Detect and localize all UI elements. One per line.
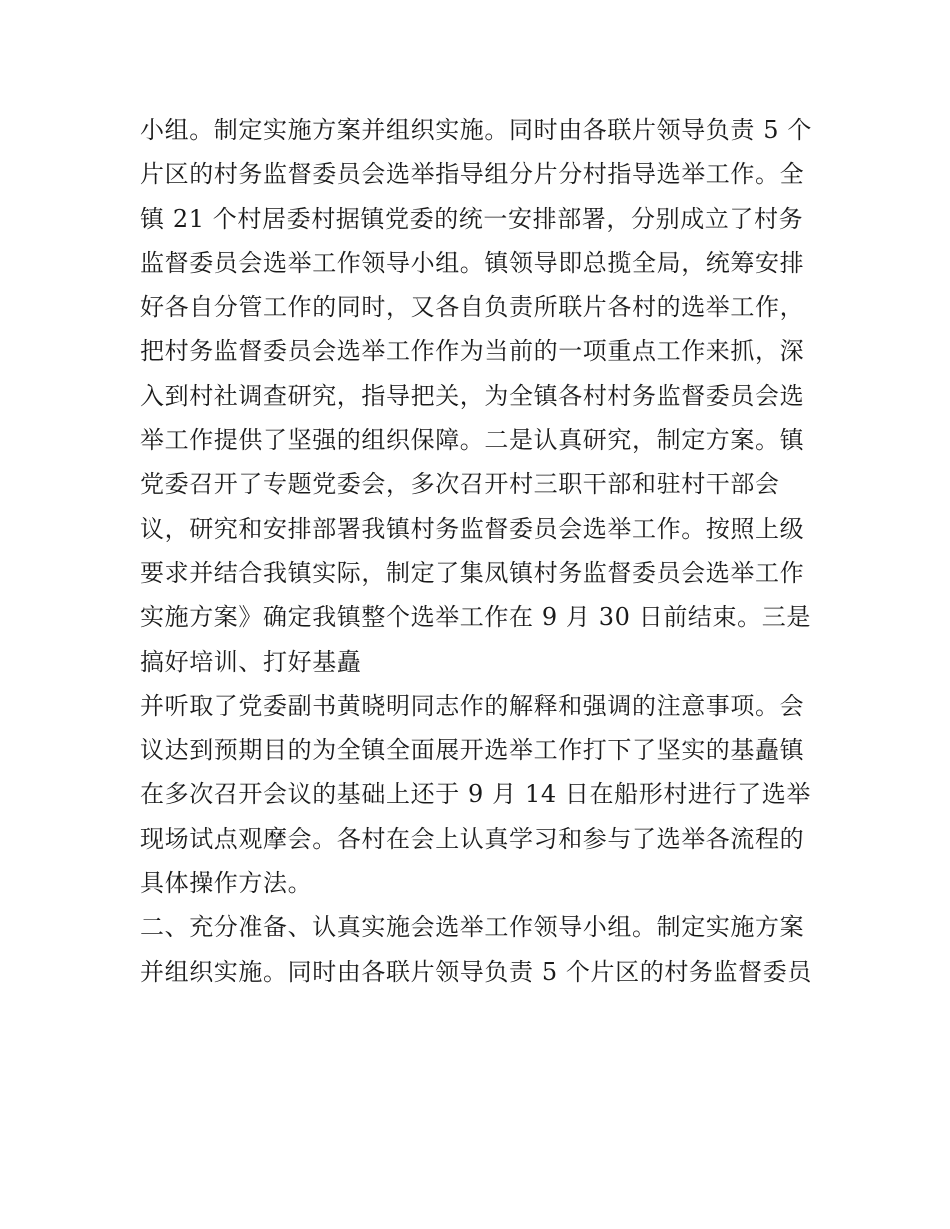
text-line: 具体操作方法。 [140,869,313,898]
text-line: 片区的村务监督委员会选举指导组分片分村指导选举工作。全 [140,160,805,189]
text-line: 党委召开了专题党委会，多次召开村三职干部和驻村干部会 [140,470,780,499]
document-body [140,108,840,994]
text-line: 监督委员会选举工作领导小组。镇领导即总揽全局，统筹安排 [140,248,805,277]
text-line: 现场试点观摩会。各村在会上认真学习和参与了选举各流程的 [140,824,805,853]
text-line: 小组。制定实施方案并组织实施。同时由各联片领导负责 5 个 [140,116,812,144]
text-line: 并听取了党委副书黄晓明同志作的解释和强调的注意事项。会 [140,691,805,720]
text-line: 在多次召开会议的基础上还于 9 月 14 日在船形村进行了选举 [140,780,811,809]
text-line: 镇 21 个村居委村据镇党委的统一安排部署，分别成立了村务 [140,204,804,233]
text-line: 二、充分准备、认真实施会选举工作领导小组。制定实施方案 [140,913,805,942]
text-line: 搞好培训、打好基矗 [140,647,362,676]
text-line: 并组织实施。同时由各联片领导负责 5 个片区的村务监督委员 [140,957,812,986]
text-line: 实施方案》确定我镇整个选举工作在 9 月 30 日前结束。三是 [140,603,811,632]
text-line: 议达到预期目的为全镇全面展开选举工作打下了坚实的基矗镇 [140,736,805,765]
text-line: 把村务监督委员会选举工作作为当前的一项重点工作来抓，深 [140,337,805,366]
text-line: 入到村社调查研究，指导把关，为全镇各村村务监督委员会选 [140,381,805,410]
text-line: 好各自分管工作的同时，又各自负责所联片各村的选举工作， [140,293,805,322]
text-line: 议，研究和安排部署我镇村务监督委员会选举工作。按照上级 [140,514,805,543]
text-line: 举工作提供了坚强的组织保障。二是认真研究，制定方案。镇 [140,426,805,455]
text-line: 要求并结合我镇实际，制定了集凤镇村务监督委员会选举工作 [140,558,805,587]
